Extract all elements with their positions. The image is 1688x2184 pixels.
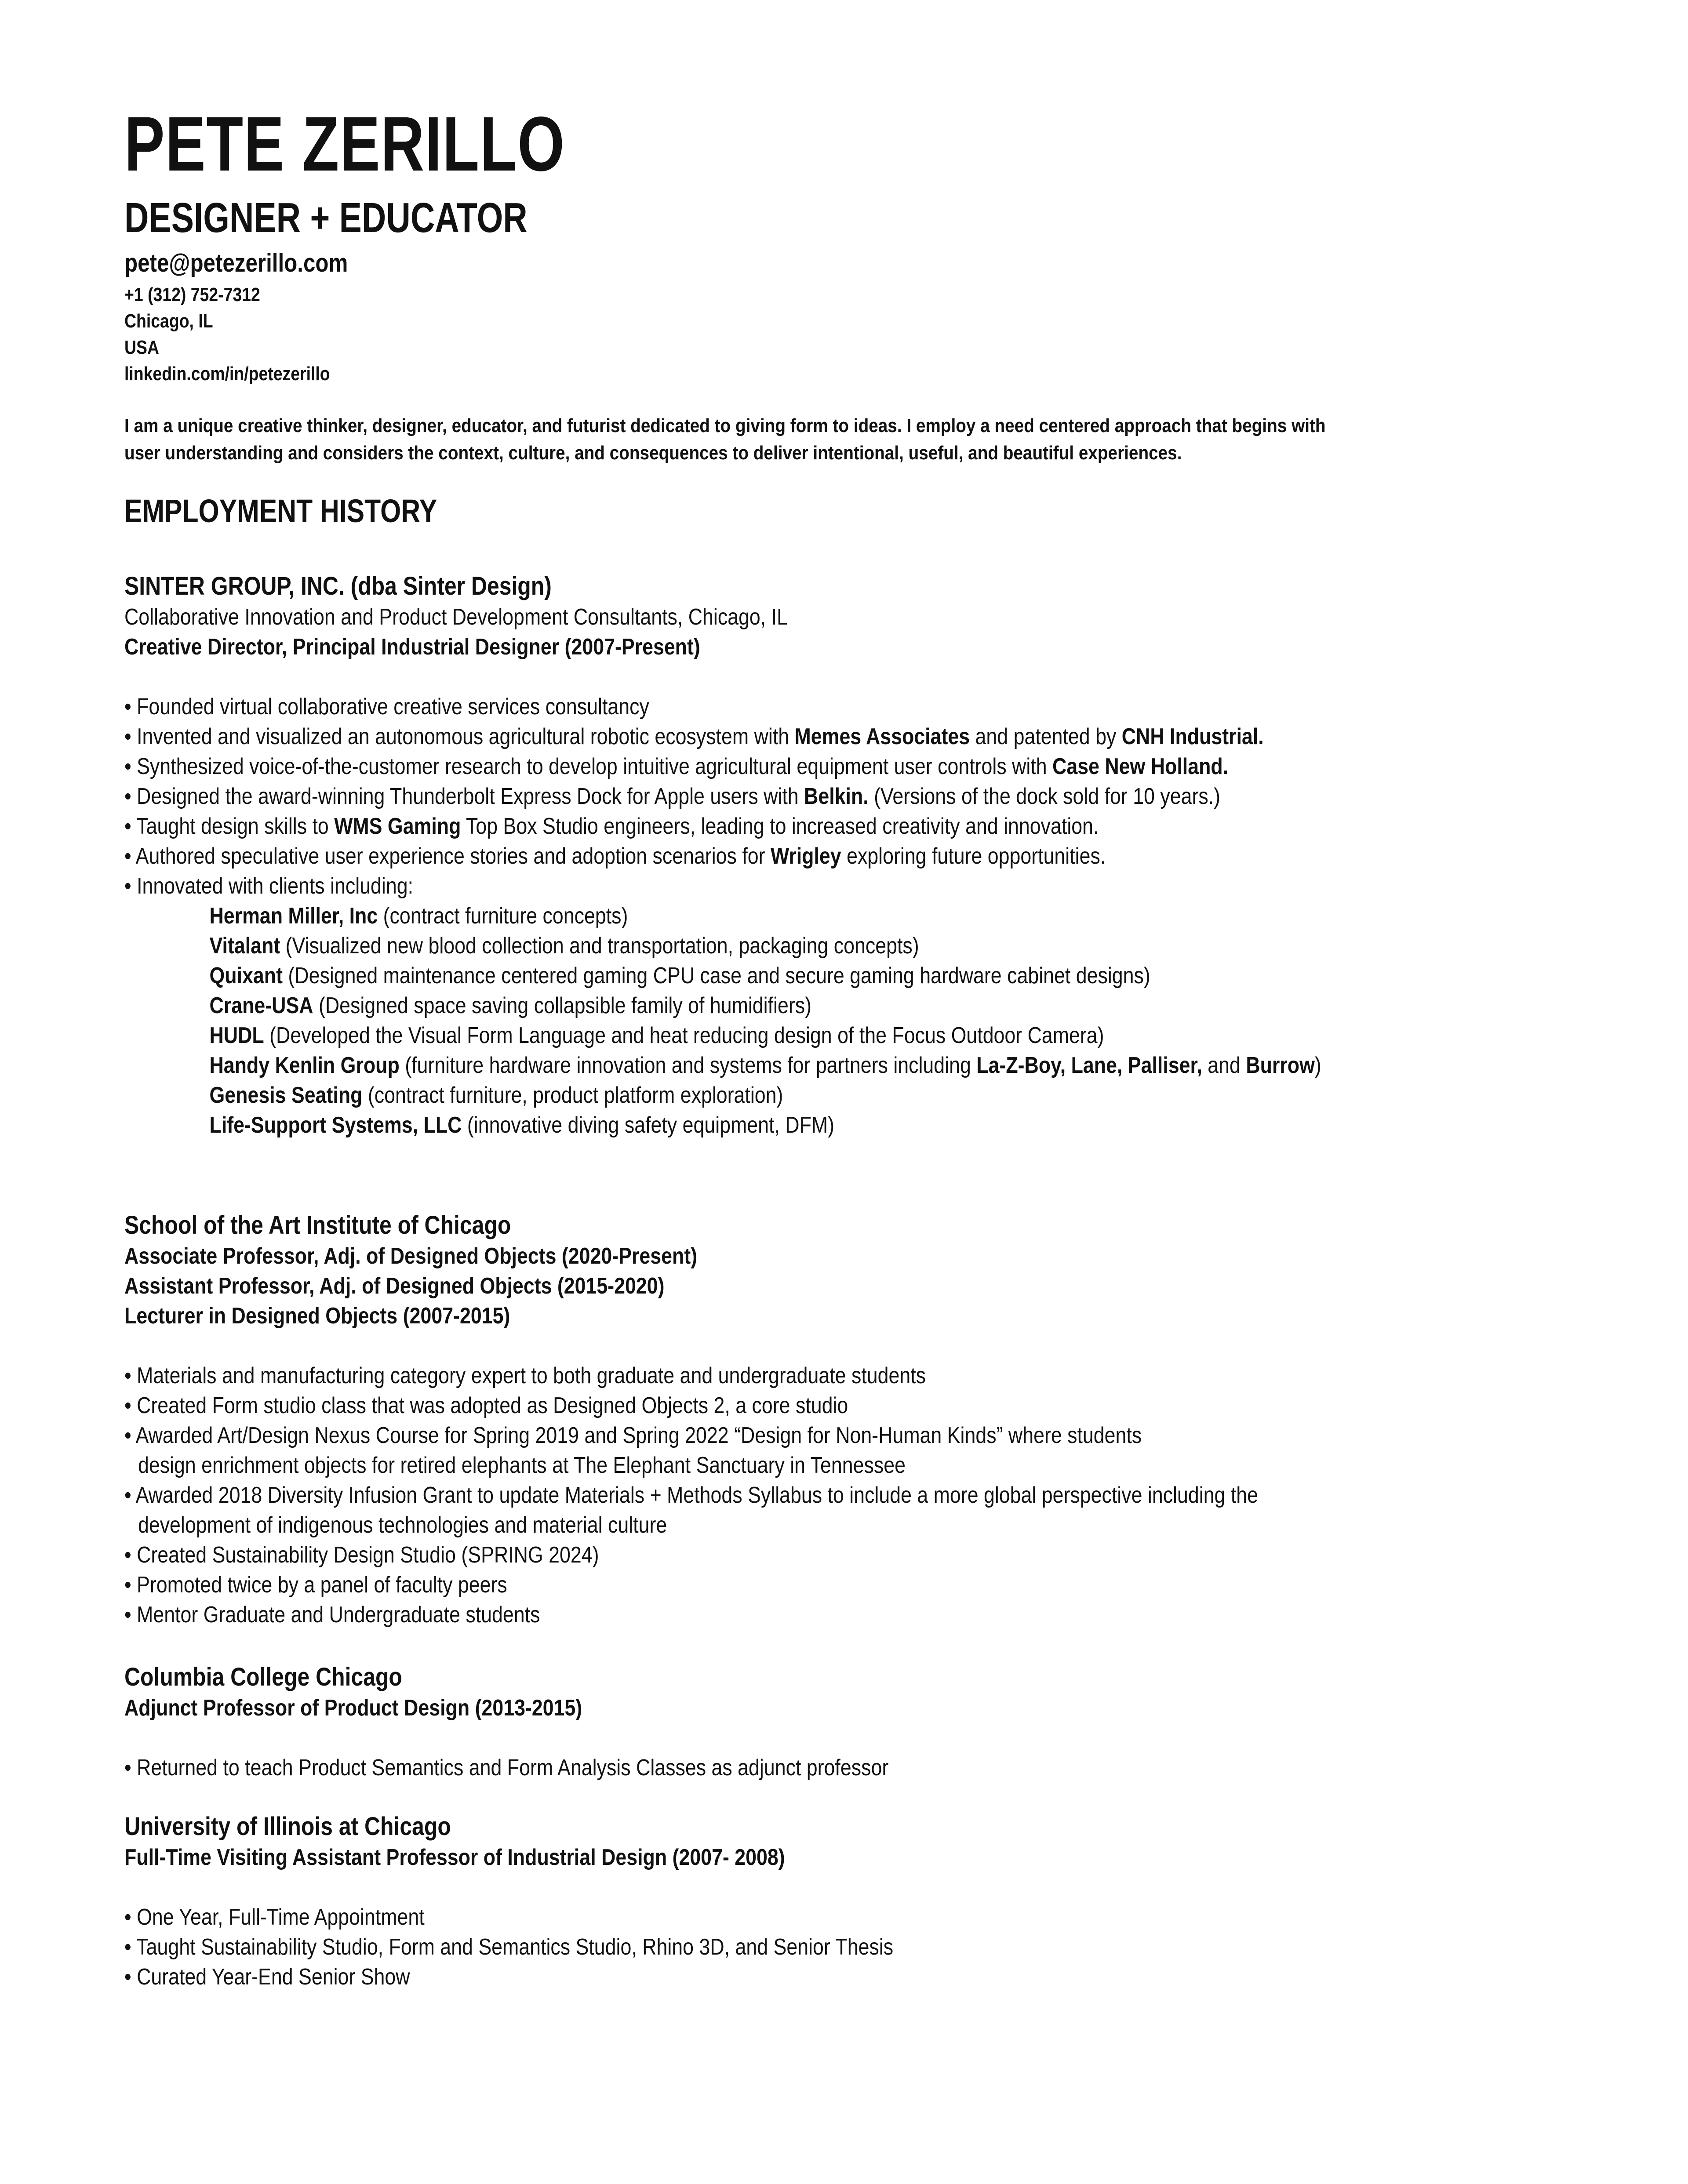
- country: USA: [124, 337, 159, 358]
- list-item: • Created Form studio class that was adopted as Designed Objects 2, a core studio: [124, 1393, 848, 1418]
- client-name: WMS Gaming: [334, 814, 461, 839]
- job-title: Associate Professor, Adj. of Designed Objects (2020-Present): [124, 1243, 698, 1269]
- employer-saic: [124, 1210, 1561, 1630]
- client-name: Case New Holland.: [1052, 754, 1229, 779]
- client-item: Crane-USA (Designed space saving collapsible family of humidifiers): [209, 993, 811, 1018]
- client-name: Wrigley: [770, 843, 841, 869]
- candidate-name: PETE ZERILLO: [124, 101, 565, 187]
- list-item: • Awarded 2018 Diversity Infusion Grant to update Materials + Methods Syllabus to include a more global perspective including the: [124, 1483, 1259, 1508]
- employer-columbia: [124, 1661, 1561, 1783]
- list-item: • Returned to teach Product Semantics and Form Analysis Classes as adjunct professor: [124, 1755, 889, 1781]
- client-item: HUDL (Developed the Visual Form Language and heat reducing design of the Focus Outdoor Camera): [209, 1023, 1104, 1048]
- client-item: Herman Miller, Inc (contract furniture concepts): [209, 903, 628, 929]
- client-item: Quixant (Designed maintenance centered gaming CPU case and secure gaming hardware cabinet designs): [209, 963, 1150, 988]
- list-item: • Materials and manufacturing category expert to both graduate and undergraduate students: [124, 1363, 926, 1388]
- client-item: Life-Support Systems, LLC (innovative diving safety equipment, DFM): [209, 1112, 835, 1138]
- list-item: • Authored speculative user experience stories and adoption scenarios for Wrigley exploring future opportunities.: [124, 843, 1106, 869]
- contact-block: [124, 282, 330, 387]
- employer-name: University of Illinois at Chicago: [124, 1812, 451, 1841]
- list-item: • One Year, Full-Time Appointment: [124, 1904, 425, 1930]
- employer-name: School of the Art Institute of Chicago: [124, 1211, 511, 1239]
- job-title: Full-Time Visiting Assistant Professor of Industrial Design (2007- 2008): [124, 1845, 785, 1870]
- employer-name: Columbia College Chicago: [124, 1663, 402, 1691]
- employer-description: Collaborative Innovation and Product Development Consultants, Chicago, IL: [124, 604, 788, 630]
- job-title: Assistant Professor, Adj. of Designed Objects (2015-2020): [124, 1273, 665, 1299]
- job-title: Lecturer in Designed Objects (2007-2015): [124, 1303, 510, 1329]
- list-item: • Promoted twice by a panel of faculty peers: [124, 1572, 507, 1598]
- email-link[interactable]: pete@petezerillo.com: [124, 249, 348, 277]
- list-item: • Mentor Graduate and Undergraduate students: [124, 1602, 540, 1628]
- list-item: • Taught design skills to WMS Gaming Top Box Studio engineers, leading to increased creativity and innovation.: [124, 814, 1099, 839]
- city: Chicago, IL: [124, 310, 213, 332]
- list-item-continued: design enrichment objects for retired elephants at The Elephant Sanctuary in Tennessee: [138, 1453, 906, 1478]
- employer-sinter: [124, 571, 1561, 1140]
- client-name: CNH Industrial.: [1121, 724, 1264, 749]
- list-item: • Synthesized voice-of-the-customer research to develop intuitive agricultural equipment user controls with Case New Holland.: [124, 754, 1229, 779]
- client-name: Memes Associates: [794, 724, 970, 749]
- job-title: Adjunct Professor of Product Design (2013-2015): [124, 1695, 582, 1721]
- client-item: Vitalant (Visualized new blood collection and transportation, packaging concepts): [209, 933, 919, 959]
- list-item: • Created Sustainability Design Studio (SPRING 2024): [124, 1542, 599, 1568]
- candidate-title: DESIGNER + EDUCATOR: [124, 194, 528, 241]
- employer-name: SINTER GROUP, INC. (dba Sinter Design): [124, 572, 552, 600]
- section-title-employment: EMPLOYMENT HISTORY: [124, 493, 437, 529]
- list-item-continued: development of indigenous technologies and material culture: [138, 1512, 667, 1538]
- list-item: • Founded virtual collaborative creative services consultancy: [124, 694, 649, 720]
- list-item: • Innovated with clients including:: [124, 873, 414, 899]
- client-item: Genesis Seating (contract furniture, product platform exploration): [209, 1083, 783, 1108]
- phone-number[interactable]: +1 (312) 752-7312: [124, 284, 260, 305]
- employer-uic: [124, 1811, 1561, 1992]
- client-item: Handy Kenlin Group (furniture hardware innovation and systems for partners including La-Z-Boy, Lane, Palliser, and Burrow): [209, 1053, 1321, 1078]
- list-item: • Taught Sustainability Studio, Form and Semantics Studio, Rhino 3D, and Senior Thesis: [124, 1934, 894, 1960]
- list-item: • Invented and visualized an autonomous agricultural robotic ecosystem with Memes Associates and patented by CNH Industrial.: [124, 724, 1264, 749]
- list-item: • Designed the award-winning Thunderbolt Express Dock for Apple users with Belkin. (Versions of the dock sold for 10 years.): [124, 784, 1221, 809]
- summary-line: I am a unique creative thinker, designer, educator, and futurist dedicated to giving form to ideas. I employ a need centered approach that begins with: [124, 415, 1326, 436]
- list-item: • Curated Year-End Senior Show: [124, 1964, 410, 1990]
- client-name: Belkin.: [804, 784, 869, 809]
- linkedin-link[interactable]: linkedin.com/in/petezerillo: [124, 363, 330, 385]
- summary-paragraph: [124, 412, 1594, 467]
- summary-line: user understanding and considers the context, culture, and consequences to deliver intentional, useful, and beautiful experiences.: [124, 442, 1182, 464]
- job-title: Creative Director, Principal Industrial Designer (2007-Present): [124, 634, 700, 660]
- list-item: • Awarded Art/Design Nexus Course for Spring 2019 and Spring 2022 “Design for Non-Human Kinds” where students: [124, 1423, 1142, 1448]
